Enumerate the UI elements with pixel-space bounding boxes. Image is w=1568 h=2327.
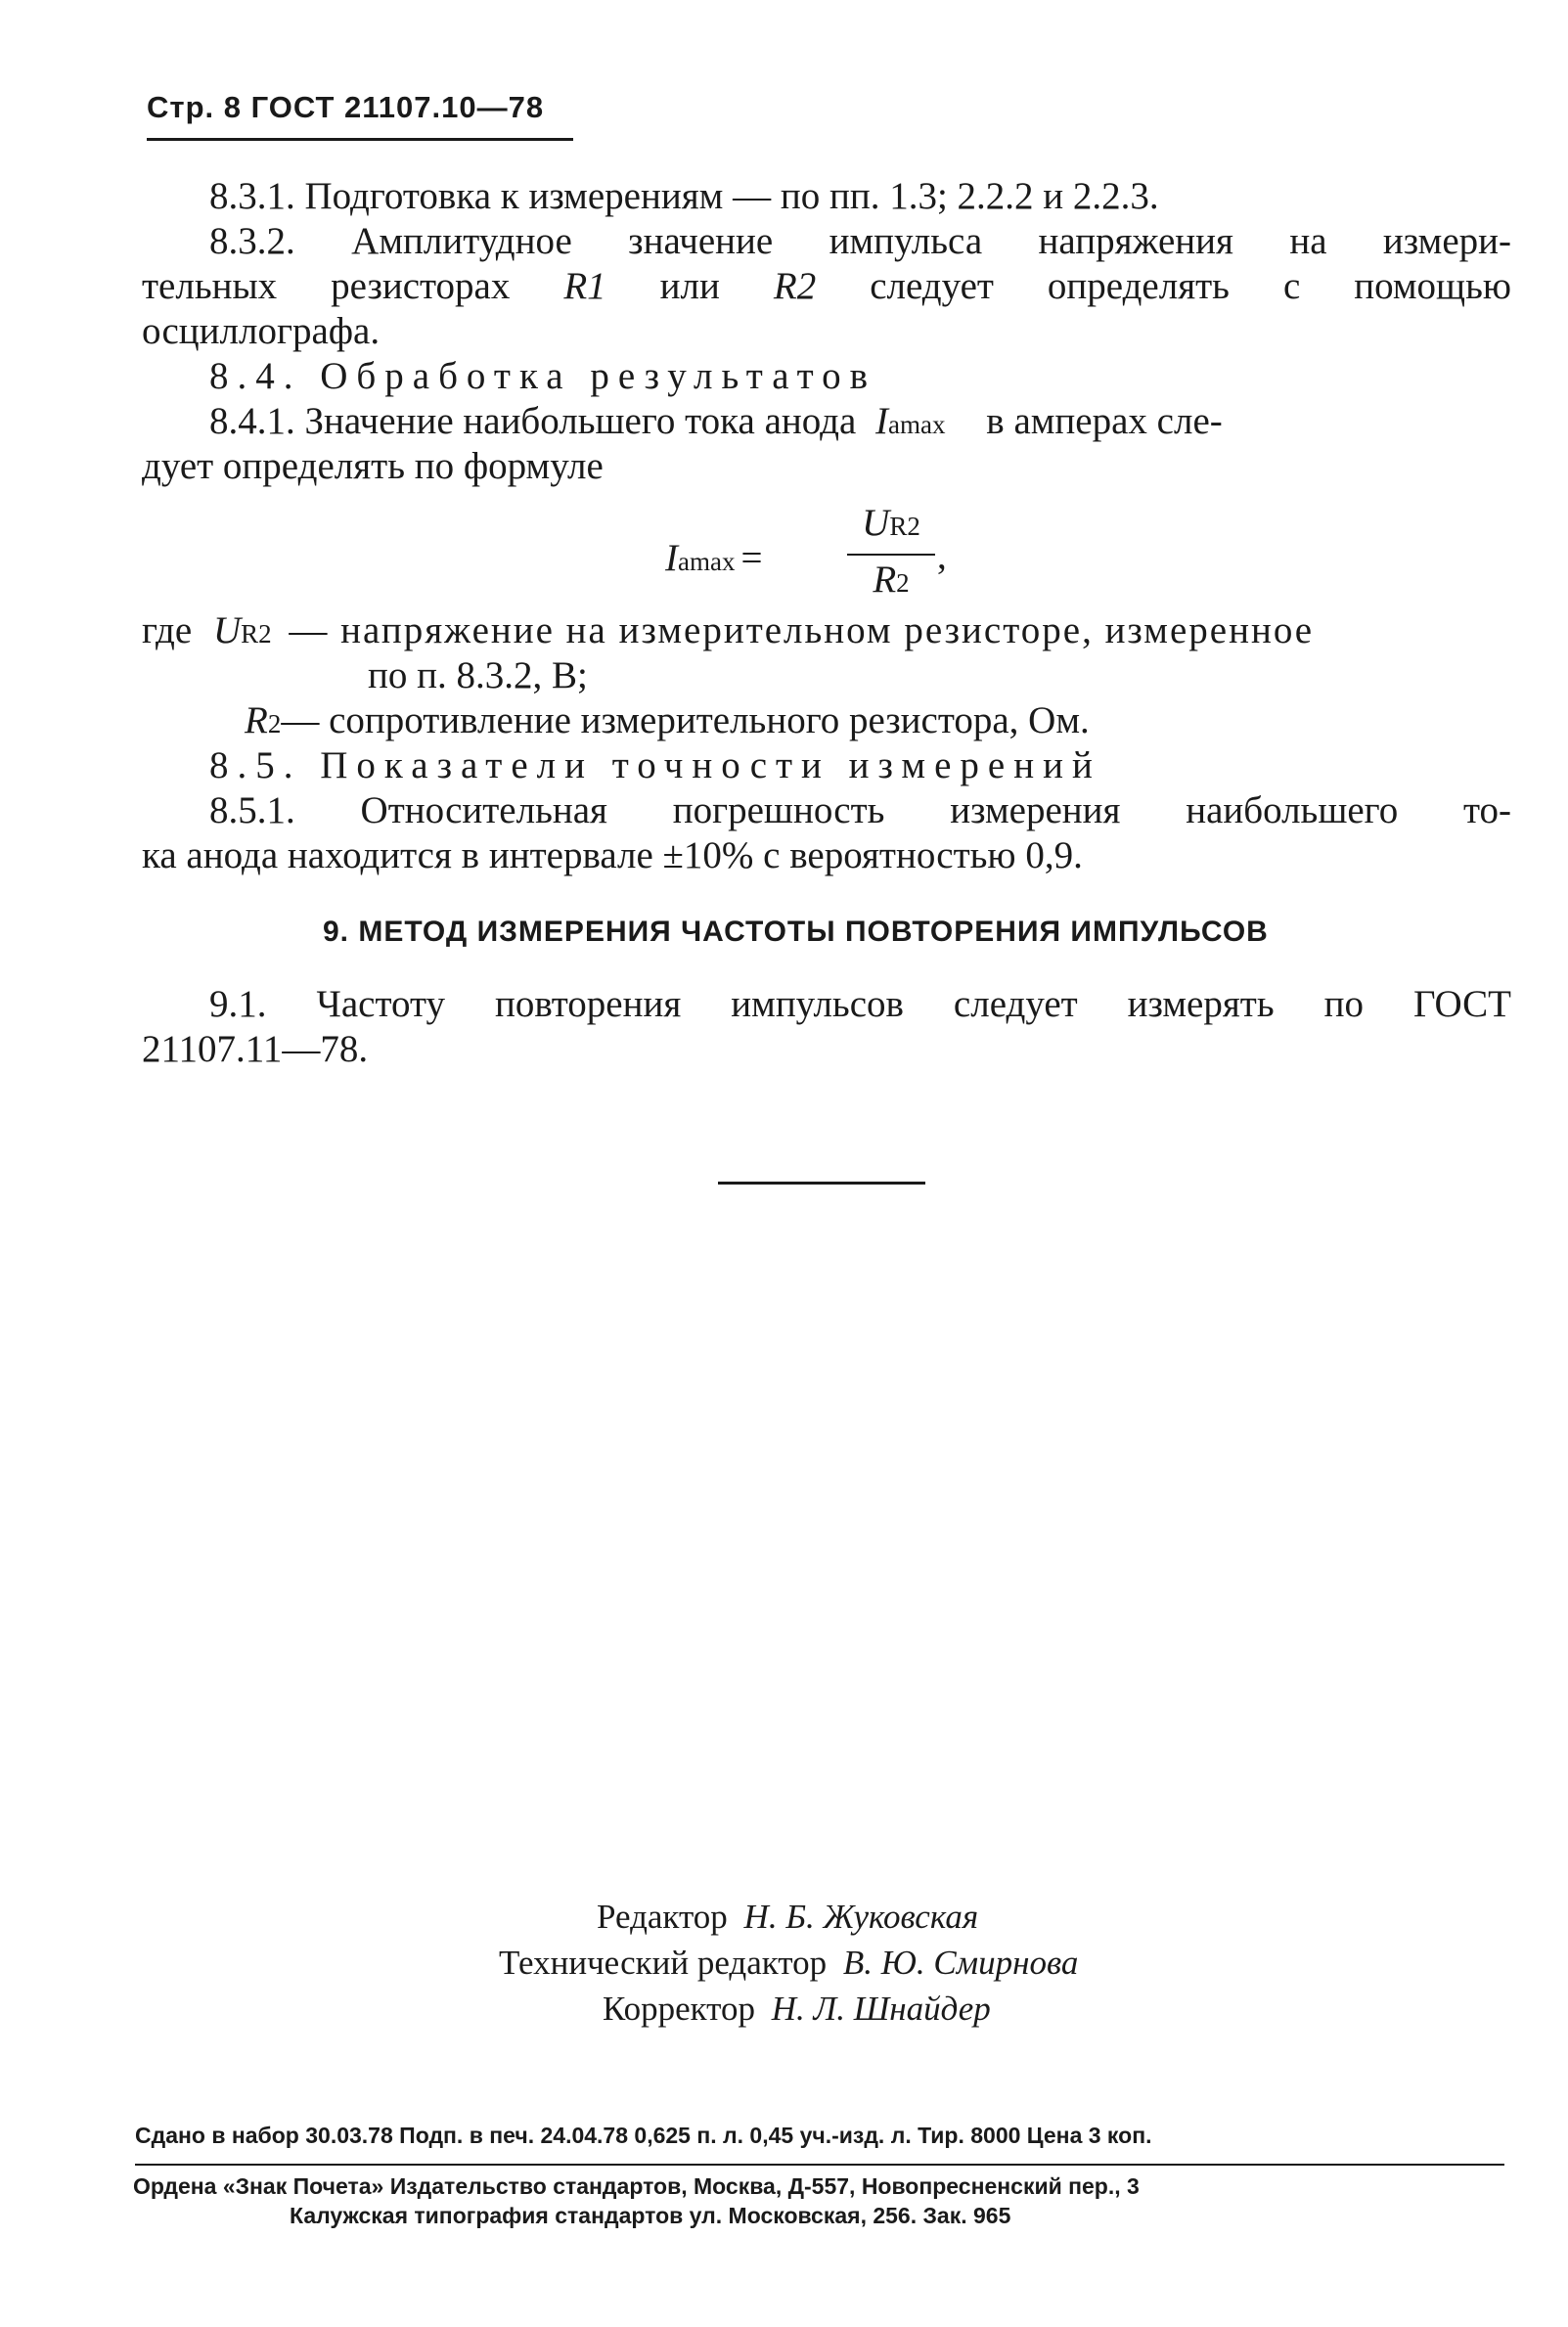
end-rule	[718, 1182, 925, 1185]
credit-corrector-label: Корректор	[603, 1990, 756, 2028]
credit-editor-label: Редактор	[597, 1898, 728, 1936]
paragraph-9-1	[142, 982, 1511, 1072]
where-u-description: — напряжение на измерительном резисторе, измеренное	[289, 609, 1315, 651]
imprint-line1: Сдано в набор 30.03.78 Подп. в печ. 24.04.78 0,625 п. л. 0,45 уч.-изд. л. Тир. 8000 Цена 3 коп.	[135, 2123, 1152, 2148]
where-u-line2: по п. 8.3.2, В;	[368, 654, 588, 696]
credit-tech-name: В. Ю. Смирнова	[842, 1944, 1079, 1982]
credit-tech-editor	[499, 1944, 1078, 1983]
formula-i-sub: amax	[678, 547, 736, 576]
credit-corrector-name: Н. Л. Шнайдер	[771, 1990, 991, 2028]
formula-u: U	[862, 502, 890, 544]
formula-r: R	[873, 559, 897, 601]
where-r-sub: 2	[267, 709, 282, 738]
heading-8-5: 8.5. Показатели точности измерений	[209, 744, 1101, 786]
imprint-line3: Калужская типография стандартов ул. Московская, 256. Зак. 965	[290, 2203, 1011, 2228]
text-resistors: тельных резисторах	[142, 265, 511, 307]
symbol-r2: R2	[773, 265, 817, 307]
paragraph-8-3-1: 8.3.1. Подготовка к измерениям — по пп. 1.3; 2.2.2 и 2.2.3.	[209, 175, 1159, 217]
header-rule	[147, 138, 573, 141]
formula-comma: ,	[937, 535, 947, 577]
symbol-i-sub: amax	[888, 410, 946, 439]
paragraph-8-4-1-line2: дует определять по формуле	[142, 445, 604, 487]
paragraph-8-3-2-line1: 8.3.2. Амплитудное значение импульса напряжения на измери-	[209, 220, 1511, 262]
text-should-determine: следует определять с помощью	[870, 265, 1512, 307]
imprint-line2: Ордена «Знак Почета» Издательство стандартов, Москва, Д-557, Новопресненский пер., 3	[133, 2173, 1140, 2199]
where-r-description: — сопротивление измерительного резистора, Ом.	[281, 699, 1090, 741]
text-or: или	[659, 265, 720, 307]
where-r-line	[245, 698, 1090, 746]
credit-editor-name: Н. Б. Жуковская	[743, 1898, 979, 1936]
where-u-symbol: U	[212, 609, 242, 651]
formula-denominator	[847, 558, 935, 602]
formula-numerator	[847, 501, 935, 545]
text-anode-current-value: 8.4.1. Значение наибольшего тока анода	[209, 400, 857, 442]
heading-8-4: 8.4. Обработка результатов	[209, 355, 877, 397]
page-header: Стр. 8 ГОСТ 21107.10—78	[147, 90, 545, 124]
where-u-line	[142, 608, 1314, 656]
credit-tech-label: Технический редактор	[499, 1944, 828, 1982]
paragraph-9-1-line2: 21107.11—78.	[142, 1028, 369, 1070]
formula-lhs	[665, 536, 762, 580]
paragraph-8-5-1-line1: 8.5.1. Относительная погрешность измерения наибольшего то-	[209, 789, 1511, 831]
formula-equals: =	[740, 537, 763, 579]
text-in-amperes: в амперах сле-	[986, 400, 1223, 442]
credit-editor	[597, 1898, 978, 1937]
formula-u-sub: R2	[889, 512, 920, 541]
paragraph-8-5-1	[142, 788, 1511, 878]
symbol-r1: R1	[563, 265, 606, 307]
imprint-rule	[135, 2164, 1504, 2166]
credit-corrector	[603, 1990, 991, 2029]
paragraph-8-3-2	[142, 219, 1511, 354]
formula-i: I	[665, 537, 678, 579]
paragraph-9-1-line1: 9.1. Частоту повторения импульсов следует измерять по ГОСТ	[209, 983, 1511, 1025]
formula-r-sub: 2	[896, 568, 910, 598]
paragraph-8-5-1-line2: ка анода находится в интервале ±10% с вероятностью 0,9.	[142, 834, 1083, 876]
symbol-i: I	[875, 400, 889, 442]
where-u-sub: R2	[241, 619, 272, 649]
formula-fraction-bar	[847, 554, 935, 556]
where-label: где	[142, 609, 193, 651]
paragraph-8-3-2-line2	[142, 264, 1511, 309]
paragraph-8-3-2-line3: осциллографа.	[142, 310, 381, 352]
heading-section-9: 9. МЕТОД ИЗМЕРЕНИЯ ЧАСТОТЫ ПОВТОРЕНИЯ ИМПУЛЬСОВ	[323, 916, 1269, 948]
paragraph-8-4-1-line1	[209, 399, 1223, 447]
where-r-symbol: R	[245, 699, 268, 741]
